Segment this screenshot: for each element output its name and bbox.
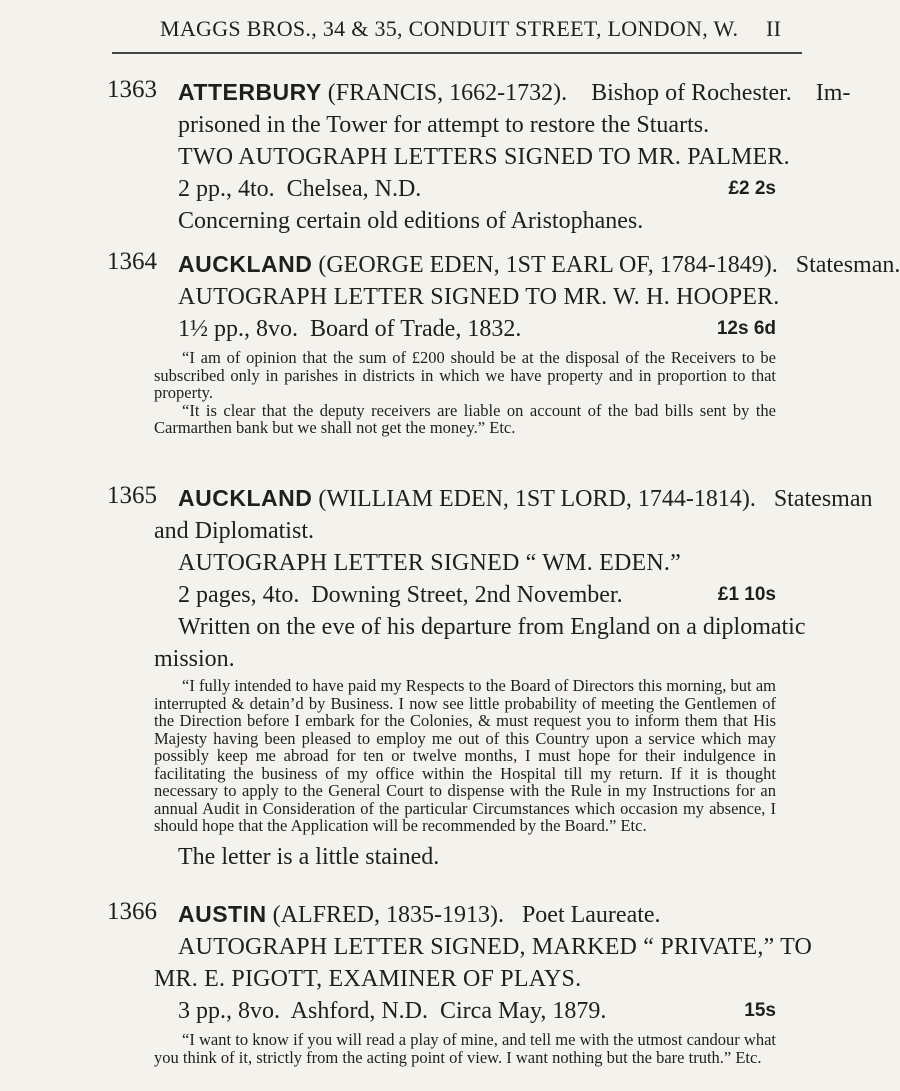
entry-description: (WILLIAM EDEN, 1ST LORD, 1744-1814). Statesman	[312, 486, 873, 512]
item-quote	[154, 677, 776, 835]
entry-body	[178, 76, 851, 237]
quote-paragraph: “I am of opinion that the sum of £200 should be at the disposal of the Receivers to be subscribed only in parishes in districts in which we have property and in proportion to that property.	[154, 348, 776, 402]
item-details: 3 pp., 8vo. Ashford, N.D. Circa May, 1879.	[178, 998, 607, 1024]
item-details: 2 pp., 4to. Chelsea, N.D.	[178, 176, 422, 202]
entry-description: (FRANCIS, 1662-1732). Bishop of Rochester. Im-	[321, 80, 851, 106]
item-note: Concerning certain old editions of Aristophanes.	[178, 208, 644, 234]
entry-body	[154, 248, 900, 437]
entry-name: AUSTIN	[178, 901, 267, 927]
item-condition-note: The letter is a little stained.	[178, 843, 440, 870]
quote-paragraph: “I fully intended to have paid my Respects to the Board of Directors this morning, but am interrupted & detain’d by Business. I now see little probability of meeting the Gentlemen of the Direction before I embark for the Colonies, & must request you to inform them that His Majesty having been pleased to employ me out of this Country upon a service which may possibly keep me abroad for ten or twelve months, I must hope for their indulgence in facilitating the business of my office within the Hospital till my return. If it is thought necessary to apply to the General Court to dispense with the Rule in my Instructions for an annual Audit in Consideration of the particular Circumstances which occasion my absence, I should hope that the Application will be recommended by the Board.” Etc.	[154, 676, 776, 835]
header-rule	[112, 52, 802, 54]
lot-number: 1363	[107, 76, 157, 103]
entry-description: (ALFRED, 1835-1913). Poet Laureate.	[266, 902, 661, 928]
quote-paragraph: “It is clear that the deputy receivers are liable on account of the bad bills sent by the Carmarthen bank but we shall not get the money.” Etc.	[154, 400, 776, 437]
item-details: 2 pages, 4to. Downing Street, 2nd November.	[178, 582, 623, 608]
item-price: £2 2s	[728, 178, 776, 199]
item-quote	[154, 1031, 776, 1066]
entry-description: (GEORGE EDEN, 1ST EARL OF, 1784-1849). Statesman.	[312, 252, 900, 278]
item-price: 12s 6d	[716, 318, 776, 339]
entry-body	[154, 898, 813, 1067]
entry-name: AUCKLAND	[178, 251, 313, 277]
lot-number: 1364	[107, 248, 157, 275]
lot-number: 1366	[107, 898, 157, 925]
item-note-cont: mission.	[154, 646, 235, 672]
item-price: 15s	[744, 1000, 776, 1021]
item-quote	[154, 349, 776, 437]
item-title: AUTOGRAPH LETTER SIGNED TO MR. W. H. HOOPER.	[178, 284, 780, 310]
item-title: AUTOGRAPH LETTER SIGNED, MARKED “ PRIVATE,” TO	[178, 934, 813, 960]
header-title: MAGGS BROS., 34 & 35, CONDUIT STREET, LONDON, W.	[160, 16, 739, 41]
item-title-cont: MR. E. PIGOTT, EXAMINER OF PLAYS.	[154, 966, 582, 992]
lot-number: 1365	[107, 482, 157, 509]
item-title: TWO AUTOGRAPH LETTERS SIGNED TO MR. PALMER.	[178, 144, 790, 170]
page-number: II	[766, 16, 782, 41]
item-details: 1½ pp., 8vo. Board of Trade, 1832.	[178, 316, 522, 342]
item-price: £1 10s	[717, 584, 776, 605]
quote-paragraph: “I want to know if you will read a play of mine, and tell me with the utmost candour what you think of it, strictly from the acting point of view. I want nothing but the bare truth.” Etc.	[154, 1030, 776, 1067]
entry-body	[154, 482, 873, 873]
item-note: Written on the eve of his departure from England on a diplomatic	[178, 614, 806, 640]
item-title: AUTOGRAPH LETTER SIGNED “ WM. EDEN.”	[178, 550, 681, 576]
entry-description-cont: prisoned in the Tower for attempt to restore the Stuarts.	[178, 112, 710, 138]
page-header	[160, 16, 782, 42]
entry-name: AUCKLAND	[178, 485, 313, 511]
entry-name: ATTERBURY	[178, 79, 322, 105]
entry-description-cont: and Diplomatist.	[154, 518, 314, 544]
